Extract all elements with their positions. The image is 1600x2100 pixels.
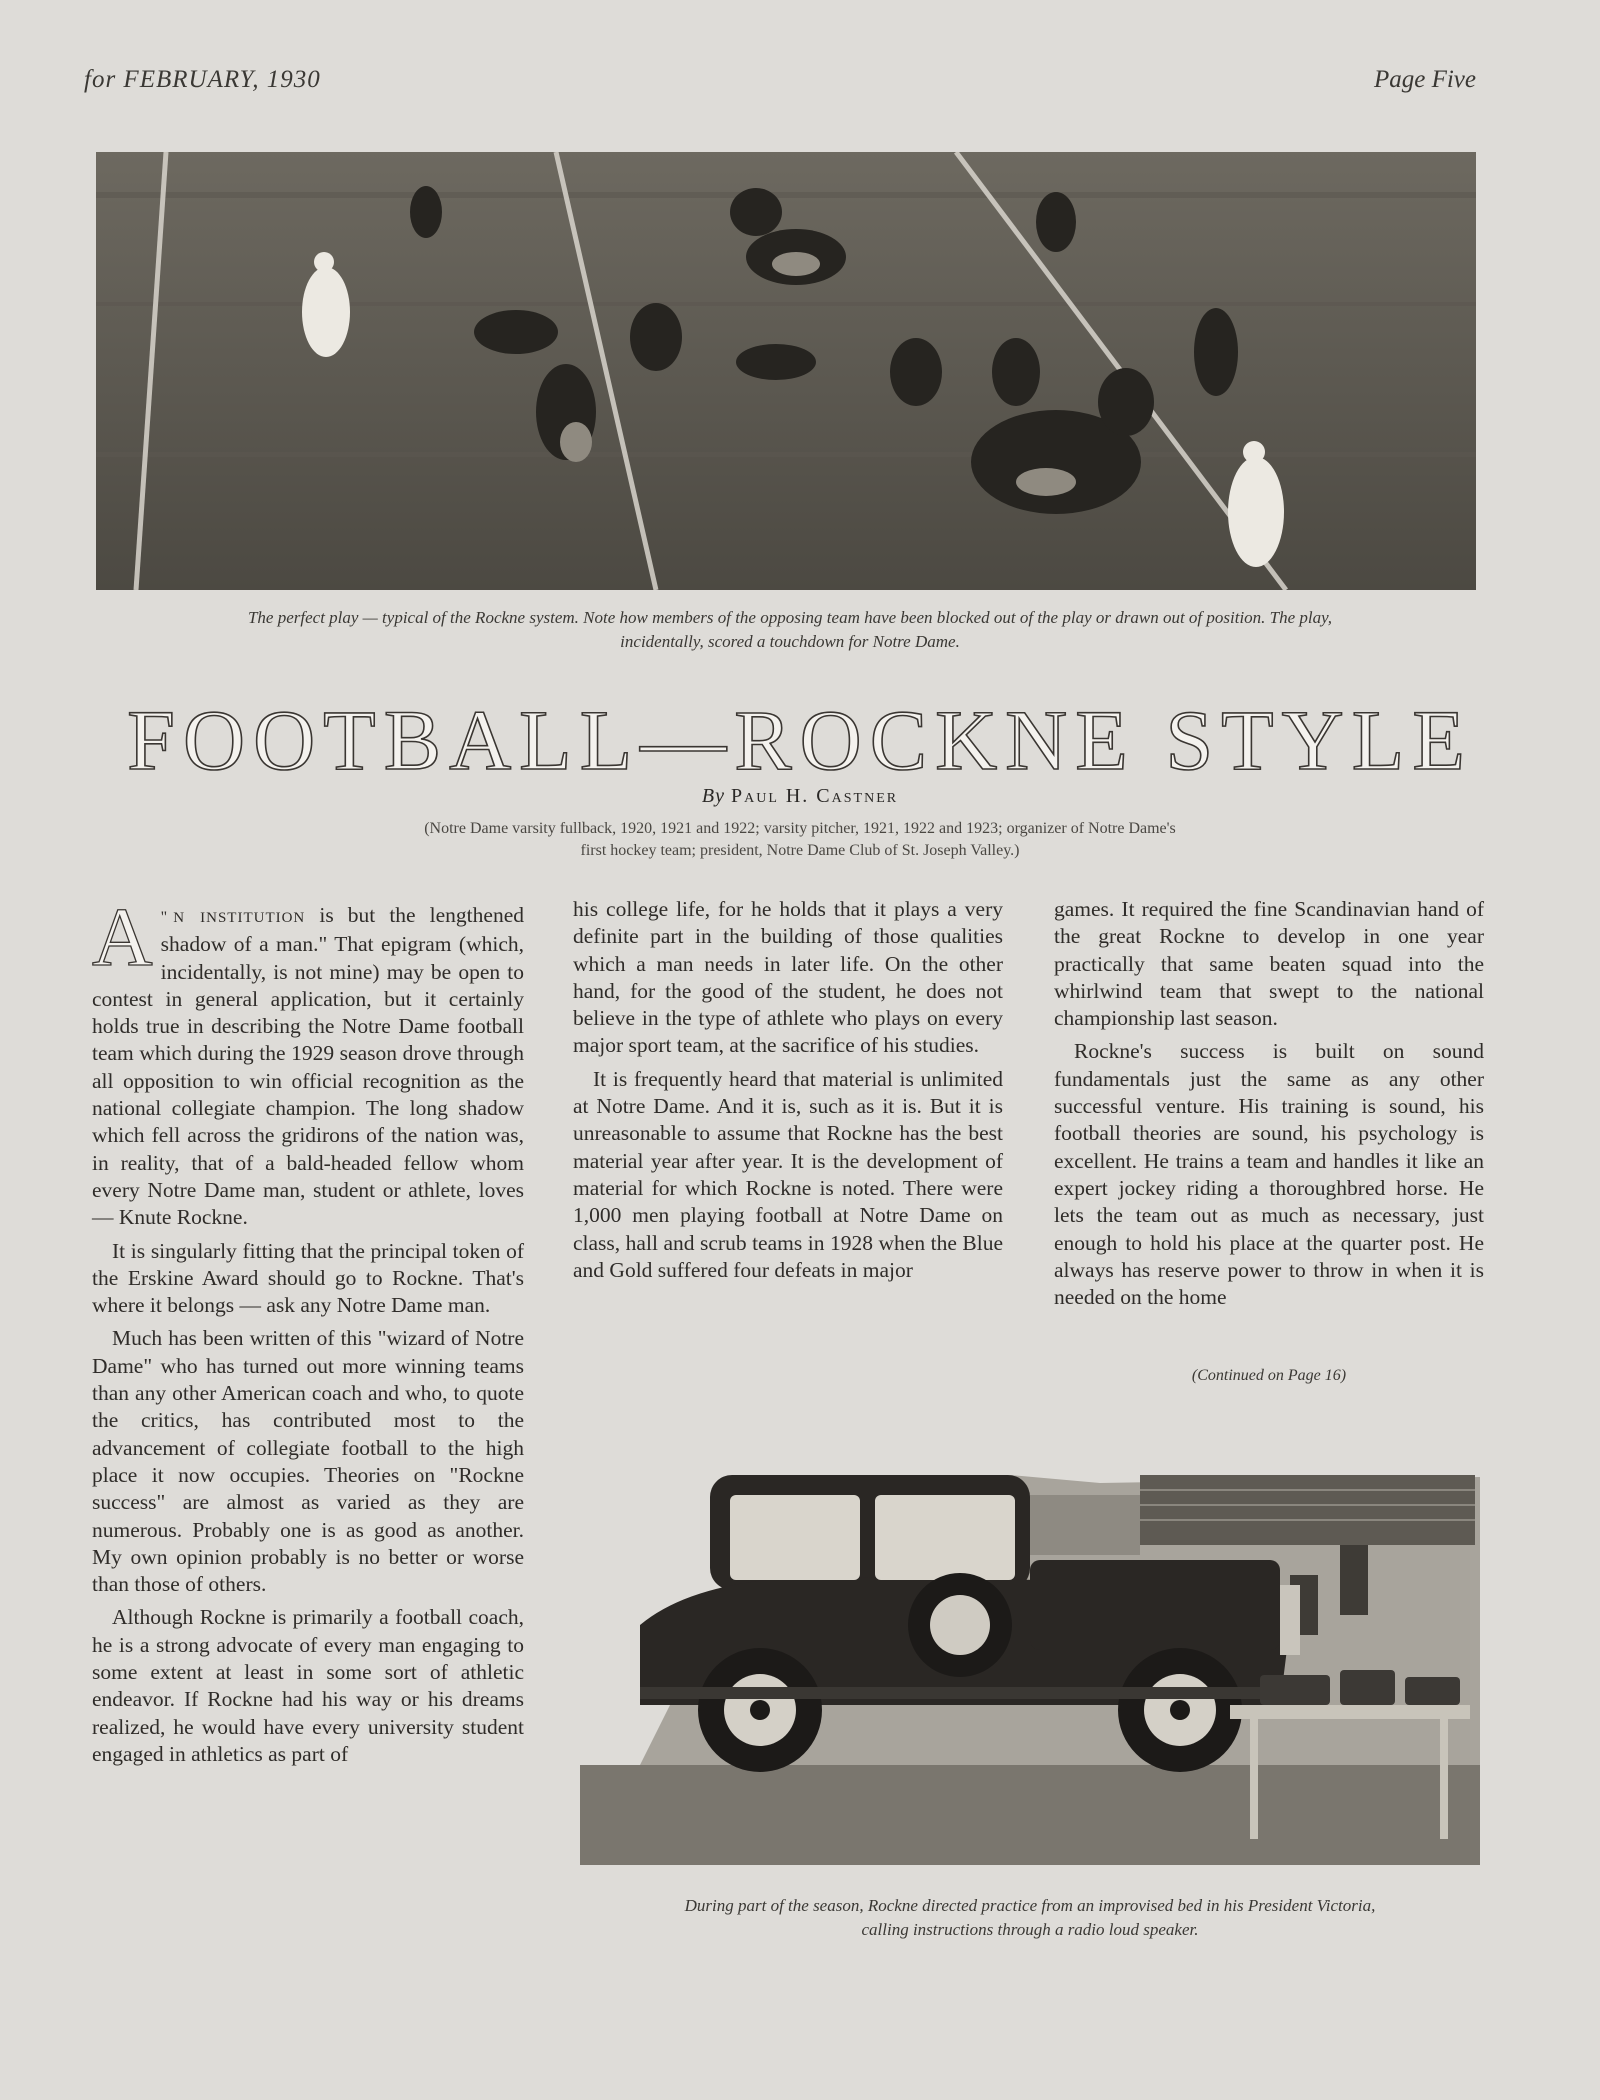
paragraph	[92, 891, 524, 1232]
author-name: Paul H. Castner	[730, 785, 899, 807]
article-column-2	[573, 896, 1003, 1290]
byline	[100, 785, 1500, 808]
top-photo-caption	[110, 606, 1470, 654]
continued-note: (Continued on Page 16)	[1191, 1367, 1347, 1384]
page-number-header: Page Five	[1373, 66, 1476, 93]
article-title: FOOTBALL—ROCKNE STYLE	[127, 692, 1473, 788]
paragraph: It is singularly fitting that the principal token of the Erskine Award should go to Rockne. That's where it belongs — ask any Notre Dame man.	[92, 1238, 524, 1318]
car-photo	[580, 1465, 1480, 1875]
top-caption-line-1: The perfect play — typical of the Rockne system. Note how members of the opposing team have been blocked out of the play or drawn out of position. The play,	[247, 608, 1333, 627]
car-caption-line-1: During part of the season, Rockne directed practice from an improvised bed in his President Victoria,	[684, 1896, 1376, 1915]
paragraph: Much has been written of this "wizard of Notre Dame" who has turned out more winning teams than any other American coach and who, to quote the critics, has contributed most to the advancement of collegiate football to the high place it now occupies. Theories on "Rockne success" are almost as varied as they are numerous. Probably one is as good as another. My own opinion probably is no better or worse than those of others.	[92, 1326, 524, 1597]
opening-quote: "	[160, 909, 168, 926]
author-note-line-2: first hockey team; president, Notre Dame Club of St. Joseph Valley.)	[580, 842, 1020, 859]
paragraph: It is frequently heard that material is unlimited at Notre Dame. And it is, such as it is. But it is unreasonable to assume that Rockne has the best material year after year. It is the development of material for which Rockne is noted. There were 1,000 men playing football at Notre Dame on class, hall and scrub teams in 1928 when the Blue and Gold suffered four defeats in major	[573, 1066, 1003, 1282]
author-note	[280, 818, 1320, 862]
article-column-3	[1054, 896, 1484, 1317]
car-caption-line-2: calling instructions through a radio loud speaker.	[861, 1920, 1199, 1939]
author-note-line-1: (Notre Dame varsity fullback, 1920, 1921 and 1922; varsity pitcher, 1921, 1922 and 1923; organizer of Notre Dame's	[424, 820, 1176, 837]
drop-cap: A	[92, 891, 153, 984]
intro-small-caps: n institution	[173, 903, 306, 927]
article-column-1	[92, 891, 524, 1774]
paragraph: games. It required the fine Scandinavian hand of the great Rockne to develop in one year practically that same beaten squad into the whirlwind team that swept to the national championship last season.	[1054, 897, 1484, 1031]
paragraph: his college life, for he holds that it plays a very definite part in the building of those qualities which a man needs in later life. On the other hand, for the good of the student, he does not believe in the type of athlete who plays on every major sport team, at the sacrifice of his studies.	[573, 897, 1003, 1058]
top-caption-line-2: incidentally, scored a touchdown for Notre Dame.	[620, 632, 960, 651]
football-play-photo	[96, 152, 1476, 590]
byline-by: By	[701, 785, 725, 807]
paragraph: Although Rockne is primarily a football coach, he is a strong advocate of every man engaging to some extent at least in some sort of athletic endeavor. If Rockne had his way or his dreams realized, he would have every university student engaged in athletics as part of	[92, 1605, 524, 1766]
paragraph: Rockne's success is built on sound fundamentals just the same as any other successful venture. His training is sound, his football theories are sound, his psychology is excellent. He trains a team and handles it like an expert jockey riding a thoroughbred horse. He lets the team out as much as necessary, just enough to hold his place at the quarter post. He always has reserve power to throw in when it is needed on the home	[1054, 1039, 1484, 1310]
issue-date-header: for FEBRUARY, 1930	[84, 66, 321, 93]
car-photo-caption	[570, 1894, 1490, 1942]
paragraph-text: is but the lengthened shadow of a man." That epigram (which, incidentally, is not mine) may be open to contest in general application, but it certainly holds true in describing the Notre Dame football team which during the 1929 season drove through all opposition to win official recognition as the national collegiate champion. The long shadow which fell across the gridirons of the nation was, in reality, that of a bald-headed fellow whom every Notre Dame man, student or athlete, loves — Knute Rockne.	[92, 903, 524, 1230]
